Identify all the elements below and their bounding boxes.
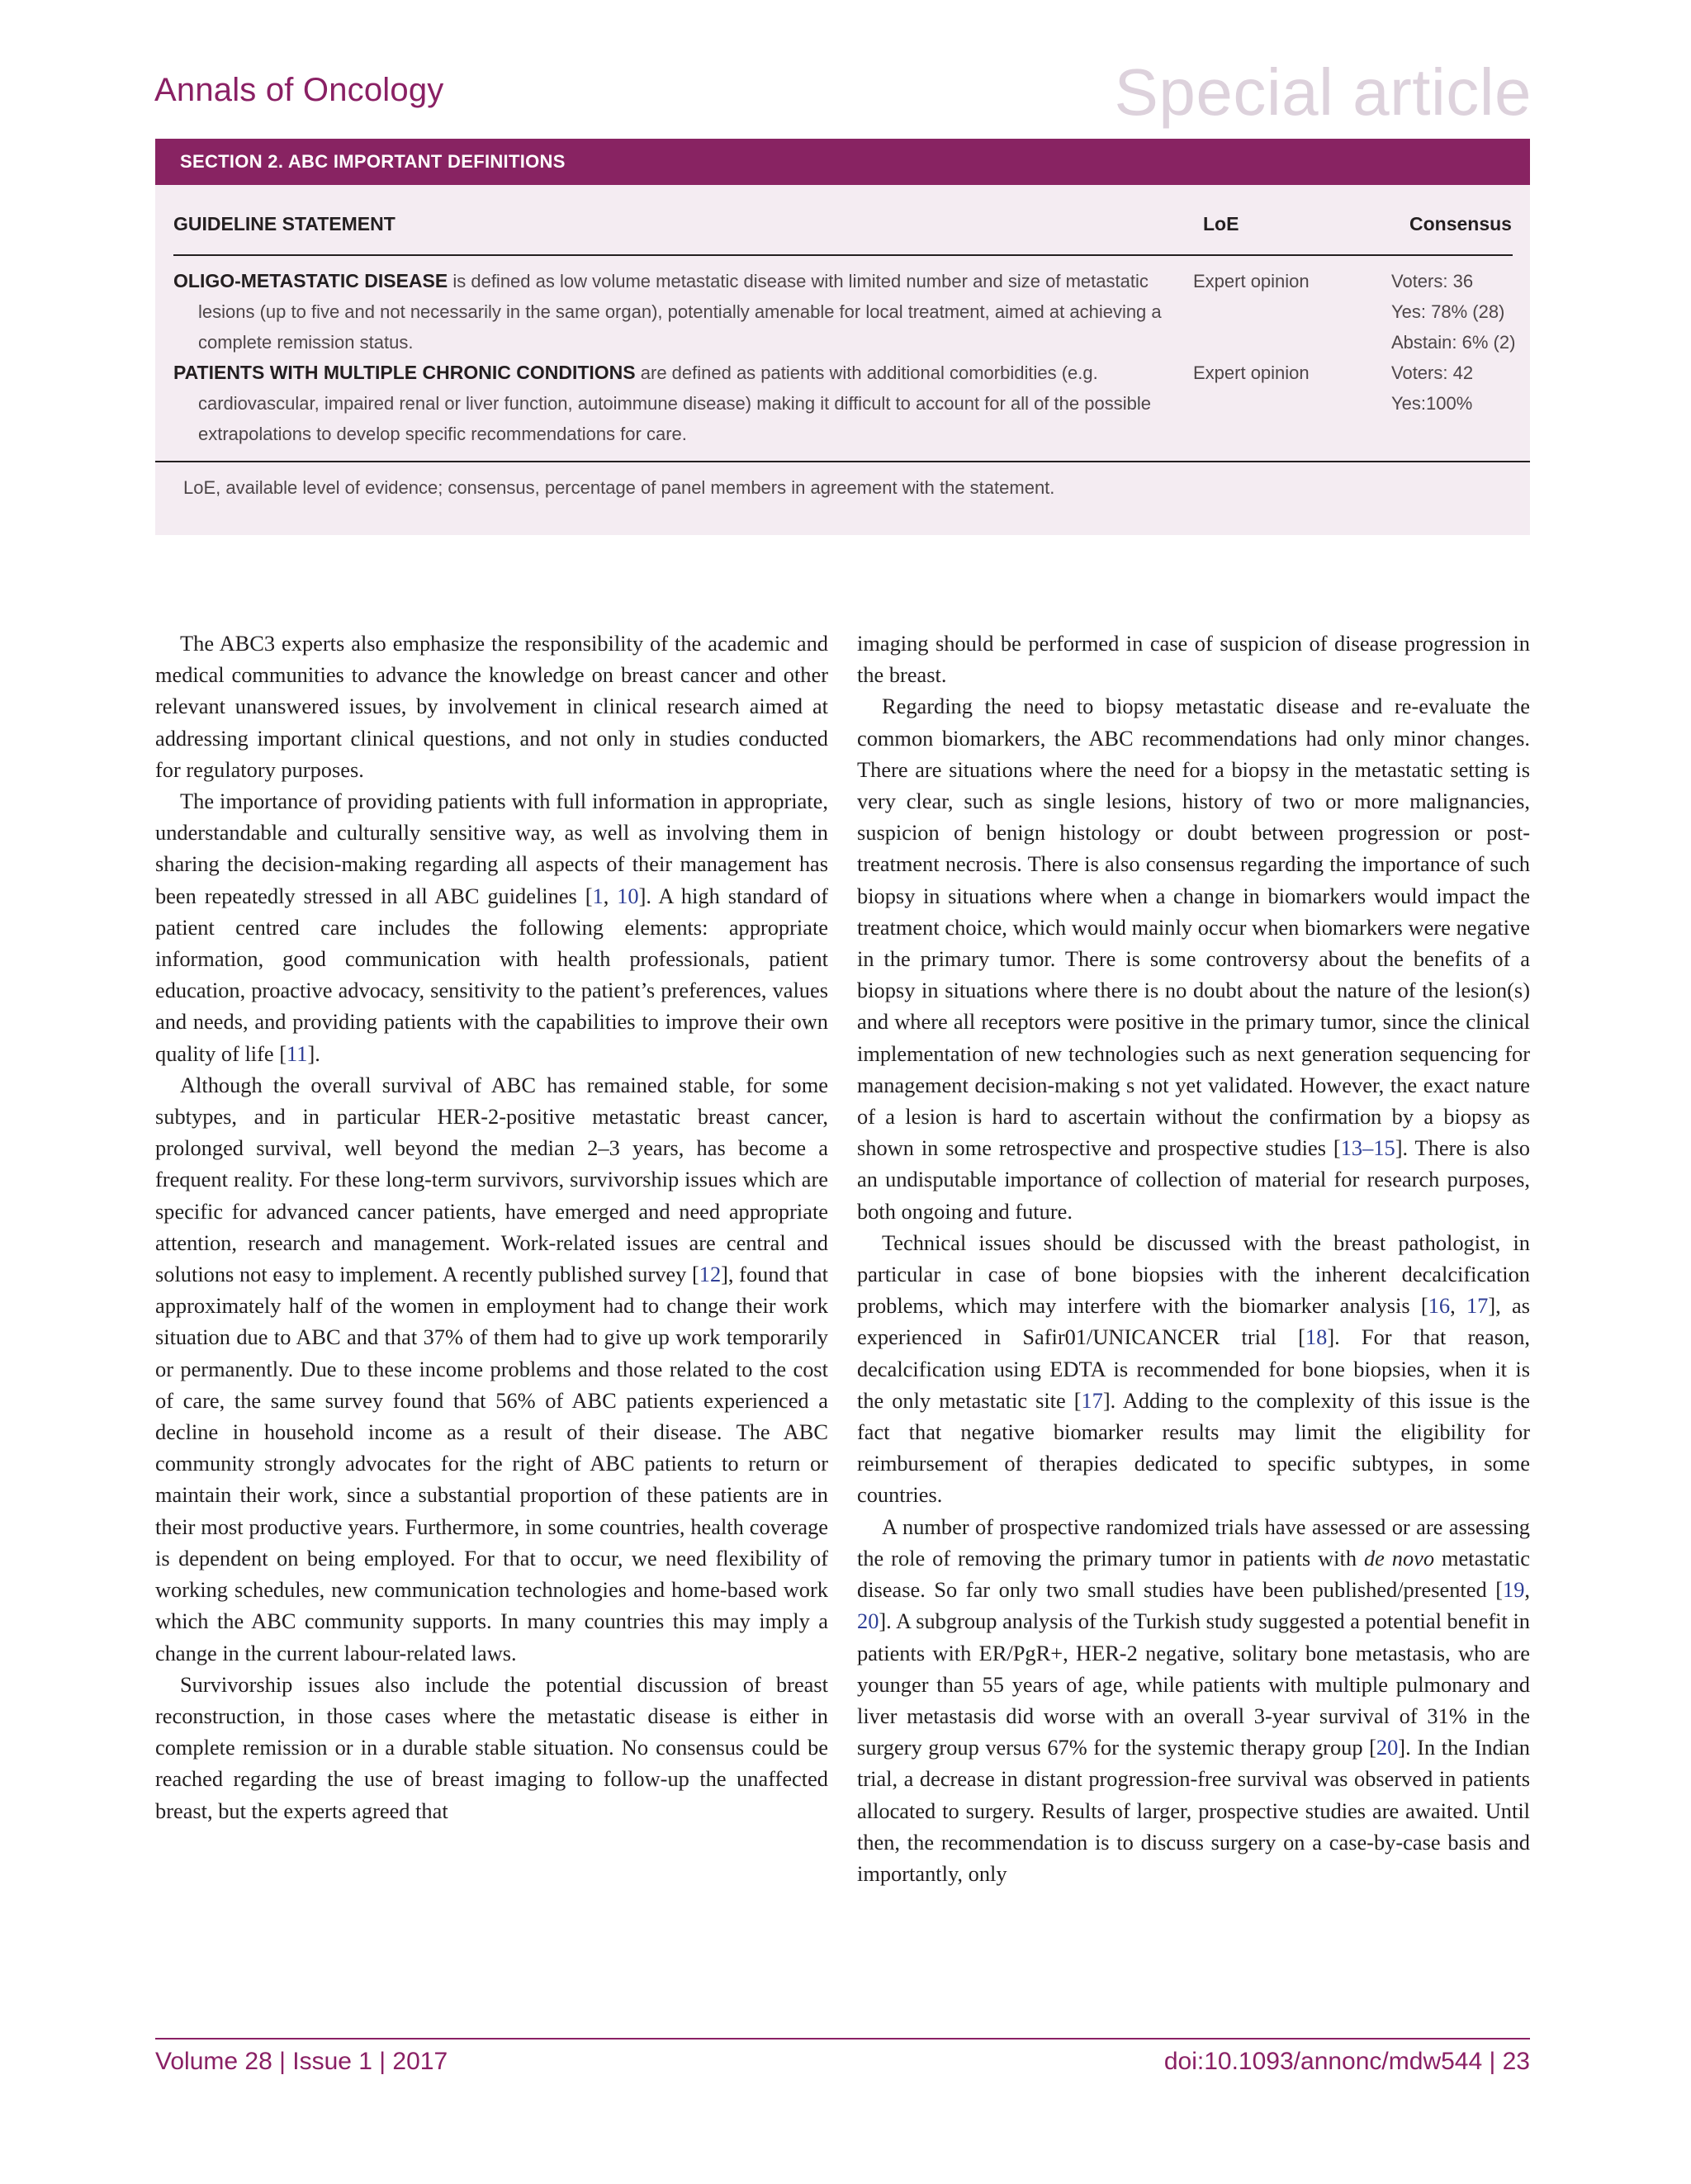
- citation-link[interactable]: 20: [857, 1608, 879, 1634]
- citation-link[interactable]: 18: [1305, 1324, 1328, 1350]
- loe-value: Expert opinion: [1193, 362, 1310, 383]
- citation-link[interactable]: 19: [1503, 1577, 1525, 1603]
- paragraph: Survivorship issues also include the potential discussion of breast reconstruction, in those cases where the metastatic disease is either in complete remission or in a durable stable situation. No consensus could be reached regarding the use of breast imaging to follow-up the unaffected breast, but the experts agreed that: [155, 1671, 828, 1823]
- statement-text: [173, 358, 1181, 449]
- consensus-value: Voters: 42 Yes:100%: [1391, 362, 1474, 414]
- definitions-table: [173, 213, 1516, 449]
- body-column-left: [155, 628, 828, 1826]
- defined-term: OLIGO-METASTATIC DISEASE: [173, 270, 448, 291]
- box-title: SECTION 2. ABC IMPORTANT DEFINITIONS: [155, 139, 1530, 185]
- statement-text: [173, 266, 1181, 358]
- footer-doi-page: doi:10.1093/annonc/mdw544 | 23: [1163, 2048, 1530, 2075]
- paragraph: A number of prospective randomized trials have assessed or are assessing the role of removing the primary tumor in patients with de novo metastatic disease. So far only two small studies have been published/presented [19, 20]. A subgroup analysis of the Turkish study suggested a potential benefit in patients with ER/PgR+, HER-2 negative, solitary bone metastasis, who are younger than 55 years of age, while patients with multiple pulmonary and liver metastasis did worse with an overall 3-year survival of 31% in the surgery group versus 67% for the systemic therapy group [20]. In the Indian trial, a decrease in distant progression-free survival was observed in patients allocated to surgery. Results of larger, prospective studies are awaited. Until then, the recommendation is to discuss surgery on a case-by-case basis and importantly, only: [857, 1514, 1530, 1886]
- citation-link[interactable]: 10: [617, 883, 639, 908]
- footer-rule: [155, 2038, 1530, 2040]
- paragraph: imaging should be performed in case of suspicion of disease progression in the breast.: [857, 631, 1530, 688]
- consensus-value: Voters: 36 Yes: 78% (28) Abstain: 6% (2): [1391, 271, 1516, 353]
- table-header: [173, 213, 1513, 256]
- loe-value: Expert opinion: [1193, 271, 1310, 291]
- column-header-loe: LoE: [1203, 213, 1239, 235]
- citation-link[interactable]: 16: [1428, 1293, 1451, 1319]
- article-type-label: Special article: [1114, 55, 1532, 129]
- definition-text: are defined as patients with additional comorbidities (e.g. cardiovascular, impaired renal or liver function, autoimmune disease) making it difficult to account for all of the possible extrapolations to develop specific recommendations for care.: [198, 362, 1151, 444]
- body-column-right: [857, 628, 1530, 1889]
- citation-link[interactable]: 17: [1466, 1293, 1489, 1319]
- citation-link[interactable]: 12: [699, 1262, 722, 1287]
- table-row: [173, 266, 1516, 358]
- footer-volume-info: Volume 28 | Issue 1 | 2017: [155, 2048, 448, 2075]
- column-header-consensus: Consensus: [1409, 213, 1512, 235]
- definitions-box: [155, 139, 1530, 535]
- table-footnote: LoE, available level of evidence; consensus, percentage of panel members in agreement with the statement.: [183, 477, 1055, 498]
- journal-name: Annals of Oncology: [154, 72, 444, 108]
- paragraph: Regarding the need to biopsy metastatic disease and re-evaluate the common biomarkers, the ABC recommendations had only minor changes. There are situations where the need for a biopsy in the metastatic setting is very clear, such as single lesions, history of two or more malignancies, suspicion of benign histology or doubt between progression or post-treatment necrosis. There is also consensus regarding the importance of such biopsy in situations where when a change in biomarkers would impact the treatment choice, which would mainly occur when biomarkers were negative in the primary tumor. There is some controversy about the benefits of a biopsy in situations where there is no doubt about the nature of the lesion(s) and where all receptors were positive in the primary tumor, since the clinical implementation of new technologies such as next generation sequencing for management decision-making s not yet validated. However, the exact nature of a lesion is hard to ascertain without the confirmation by a biopsy as shown in some retrospective and prospective studies [13–15]. There is also an undisputable importance of collection of material for research purposes, both ongoing and future.: [857, 694, 1530, 1224]
- paragraph: The ABC3 experts also emphasize the responsibility of the academic and medical communities to advance the knowledge on breast cancer and other relevant unanswered issues, by involvement in clinical research aimed at addressing important clinical questions, and not only in studies conducted for regulatory purposes.: [155, 631, 828, 782]
- defined-term: PATIENTS WITH MULTIPLE CHRONIC CONDITIONS: [173, 362, 636, 383]
- paragraph: The importance of providing patients with full information in appropriate, understandable and culturally sensitive way, as well as involving them in sharing the decision-making regarding all aspects of their management has been repeatedly stressed in all ABC guidelines [1, 10]. A high standard of patient centred care includes the following elements: appropriate information, good communication with health professionals, patient education, proactive advocacy, sensitivity to the patient’s preferences, values and needs, and providing patients with the capabilities to improve their own quality of life [11].: [155, 789, 829, 1066]
- citation-link[interactable]: 1: [592, 883, 604, 908]
- citation-link[interactable]: 13–15: [1340, 1135, 1395, 1161]
- citation-link[interactable]: 17: [1081, 1387, 1103, 1413]
- citation-link[interactable]: 20: [1376, 1735, 1399, 1760]
- table-bottom-rule: [155, 461, 1530, 462]
- column-header-statement: GUIDELINE STATEMENT: [173, 213, 396, 235]
- paragraph: Technical issues should be discussed with the breast pathologist, in particular in case of bone biopsies with the inherent decalcification problems, which may interfere with the biomarker analysis [16, 17], as experienced in Safir01/UNICANCER trial [18]. For that reason, decalcification using EDTA is recommended for bone biopsies, when it is the only metastatic site [17]. Adding to the complexity of this issue is the fact that negative biomarker results may limit the eligibility for reimbursement of therapies dedicated to specific subtypes, in some countries.: [857, 1229, 1531, 1508]
- table-row: [173, 358, 1511, 449]
- paragraph: Although the overall survival of ABC has remained stable, for some subtypes, and in particular HER-2-positive metastatic breast cancer, prolonged survival, well beyond the median 2–3 years, has become a frequent reality. For these long-term survivors, survivorship issues which are specific for advanced cancer patients, have emerged and need appropriate attention, research and management. Work-related issues are central and solutions not easy to implement. A recently published survey [12], found that approximately half of the women in employment had to change their work situation due to ABC and that 37% of them had to give up work temporarily or permanently. Due to these income problems and those related to the cost of care, the same survey found that 56% of ABC patients experienced a decline in household income as a result of their disease. The ABC community strongly advocates for the right of ABC patients to return or maintain their work, since a substantial proportion of these patients are in their most productive years. Furthermore, in some countries, health coverage is dependent on being employed. For that to occur, we need flexibility of working schedules, new communication technologies and home-based work which the ABC community supports. In many countries this may imply a change in the current labour-related laws.: [155, 1072, 828, 1665]
- definition-text: is defined as low volume metastatic disease with limited number and size of metastatic lesions (up to five and not necessarily in the same organ), potentially amenable for local treatment, aimed at achieving a complete remission status.: [198, 271, 1162, 353]
- citation-link[interactable]: 11: [287, 1040, 308, 1066]
